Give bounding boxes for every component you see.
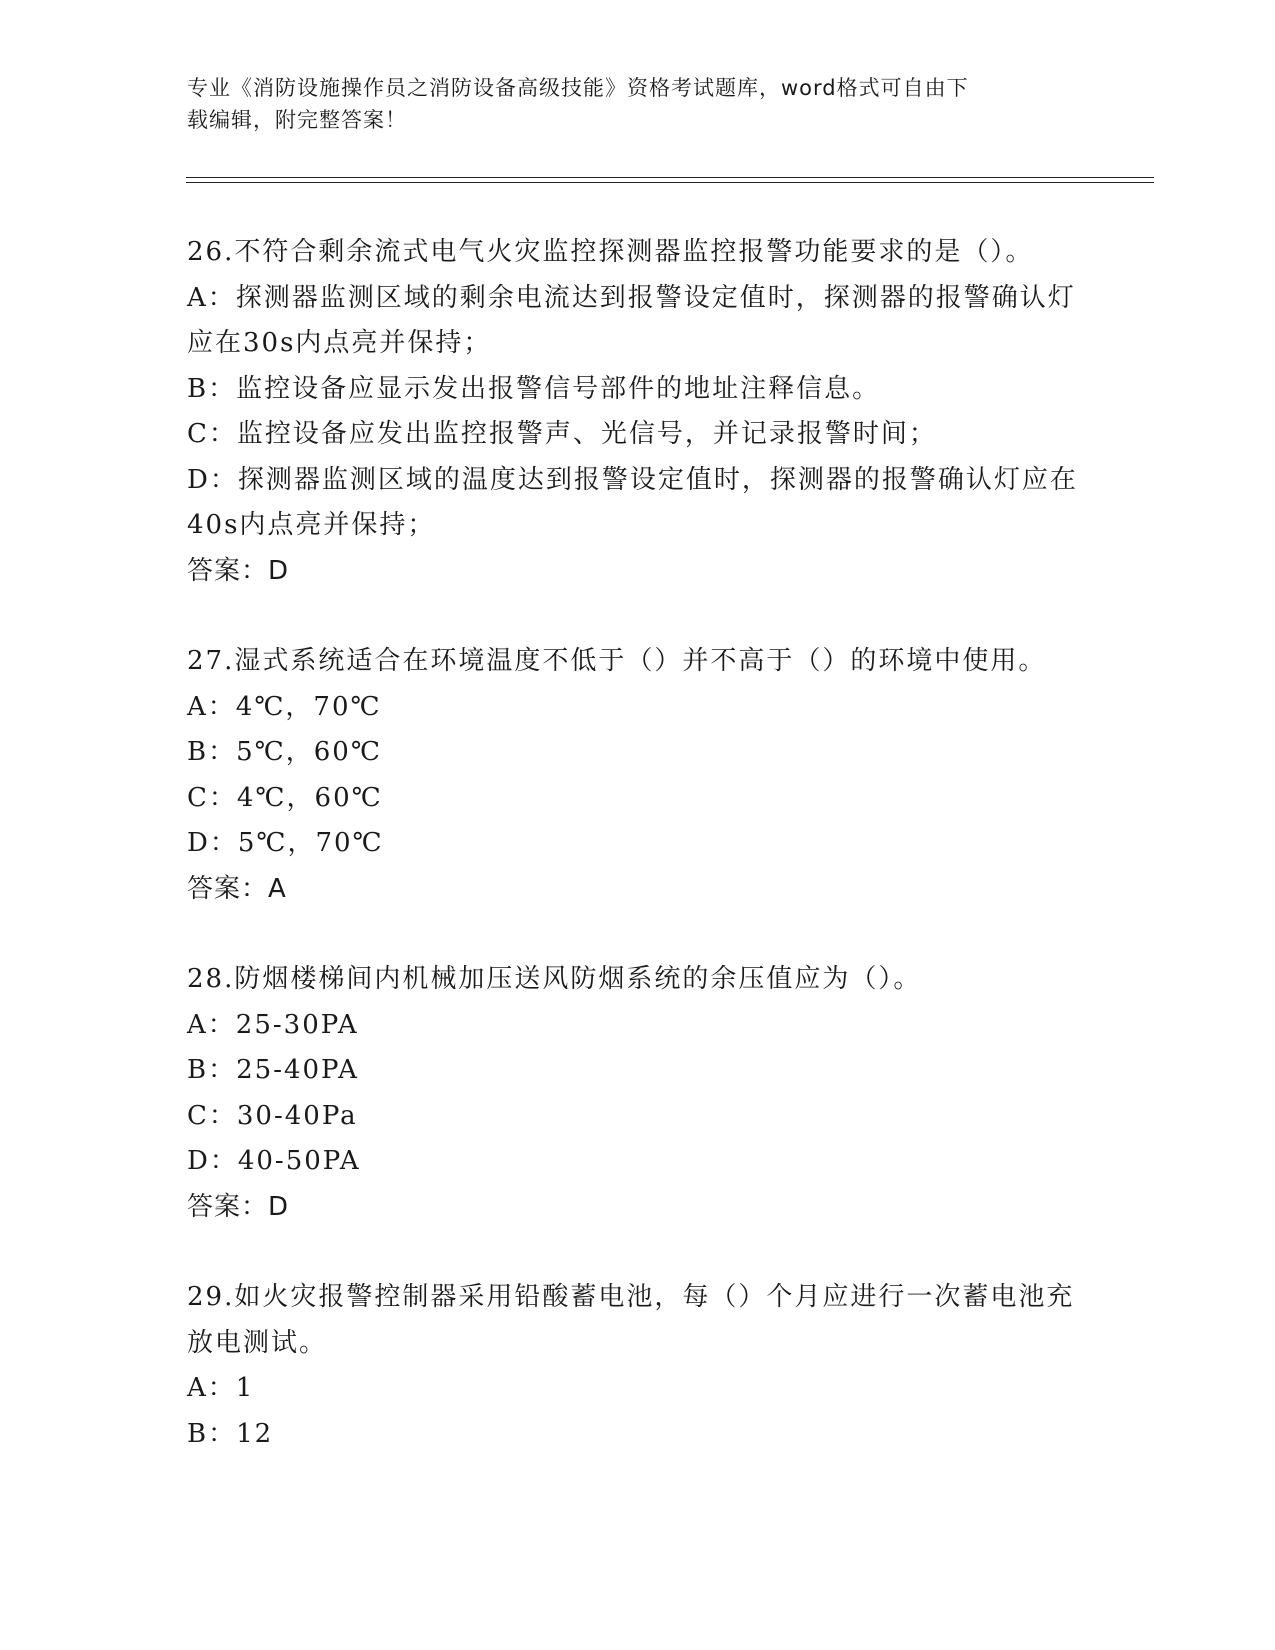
question-stem: 28.防烟楼梯间内机械加压送风防烟系统的余压值应为（）。 <box>187 964 922 994</box>
option-d: D：5℃，70℃ <box>187 828 384 858</box>
question-29 <box>187 1275 1087 1457</box>
option-d: D：40-50PA <box>187 1146 361 1176</box>
header-divider-top <box>186 177 1154 178</box>
option-b: B：12 <box>187 1418 274 1449</box>
question-28 <box>187 957 1087 1230</box>
answer-label: 答案：D <box>187 1191 290 1222</box>
question-list <box>187 230 1087 1457</box>
question-stem: 26.不符合剩余流式电气火灾监控探测器监控报警功能要求的是（）。 <box>187 237 1034 267</box>
question-27 <box>187 639 1087 912</box>
answer-label: 答案：A <box>187 873 287 904</box>
answer-label: 答案：D <box>187 555 290 586</box>
question-stem: 29.如火灾报警控制器采用铅酸蓄电池，每（）个月应进行一次蓄电池充放电测试。 <box>187 1282 1075 1358</box>
option-b: B：监控设备应显示发出报警信号部件的地址注释信息。 <box>187 373 881 404</box>
question-spacer <box>187 594 1087 639</box>
question-spacer <box>187 912 1087 957</box>
header-line-1: 专业《消防设施操作员之消防设备高级技能》资格考试题库，word格式可自由下 <box>187 76 969 100</box>
option-a: A：4℃，70℃ <box>187 691 382 722</box>
document-header <box>187 72 1087 136</box>
option-b: B：5℃，60℃ <box>187 737 382 767</box>
question-stem: 27.湿式系统适合在环境温度不低于（）并不高于（）的环境中使用。 <box>187 646 1047 676</box>
question-26 <box>187 230 1087 594</box>
option-a: A：1 <box>187 1373 255 1403</box>
option-a: A：探测器监测区域的剩余电流达到报警设定值时，探测器的报警确认灯应在30s内点亮并保持； <box>187 282 1076 358</box>
question-spacer <box>187 1230 1087 1275</box>
header-divider-bottom <box>186 182 1154 183</box>
option-d: D：探测器监测区域的温度达到报警设定值时，探测器的报警确认灯应在40s内点亮并保持； <box>187 464 1078 540</box>
header-line-2: 载编辑，附完整答案！ <box>187 108 407 132</box>
option-c: C：30-40Pa <box>187 1100 358 1131</box>
option-c: C：监控设备应发出监控报警声、光信号，并记录报警时间； <box>187 419 937 449</box>
option-a: A：25-30PA <box>187 1009 359 1040</box>
option-b: B：25-40PA <box>187 1055 359 1085</box>
option-c: C：4℃，60℃ <box>187 782 383 813</box>
